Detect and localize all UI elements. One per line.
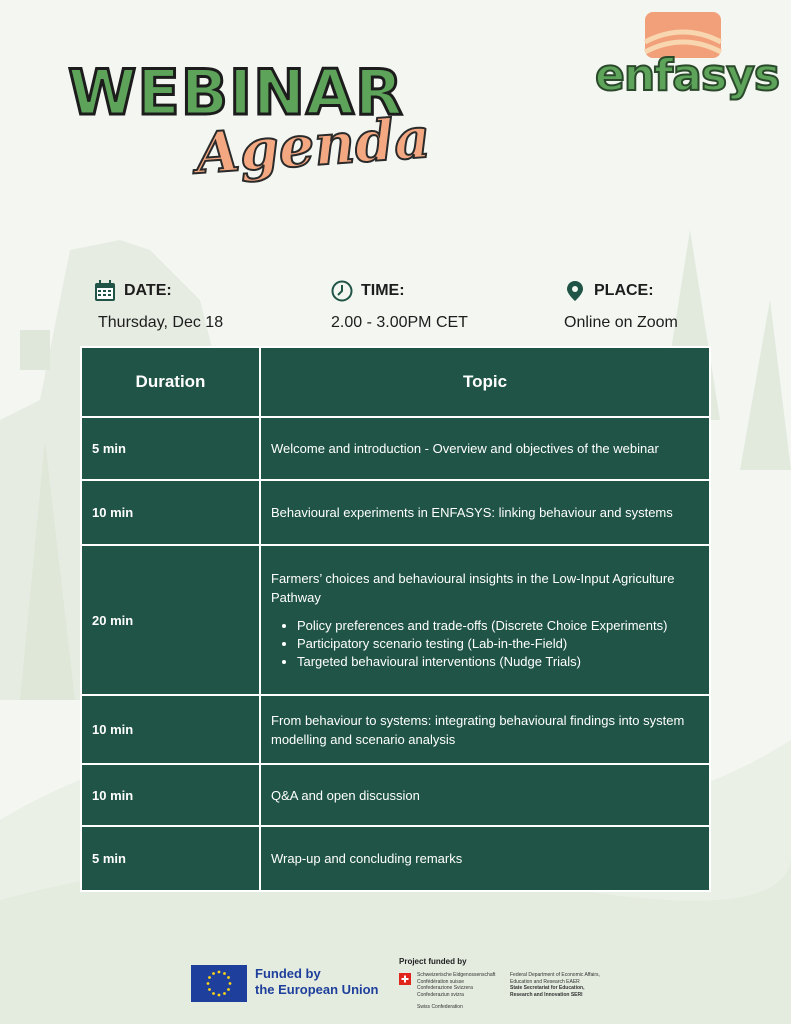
clock-icon	[331, 280, 353, 302]
row-topic: Farmers’ choices and behavioural insights in the Low-Input Agriculture Pathway	[271, 571, 675, 605]
table-header-row	[81, 347, 710, 417]
eu-flag-icon	[191, 965, 247, 1002]
row-duration: 20 min	[81, 545, 260, 695]
project-funded-label: Project funded by	[399, 957, 467, 966]
federal-department-text	[510, 972, 600, 998]
table-row	[81, 480, 710, 545]
row-duration: 10 min	[81, 480, 260, 545]
place-info	[564, 280, 678, 332]
fed-line: Research and Innovation SERI	[510, 991, 583, 998]
topic-header: Topic	[260, 347, 710, 417]
row-topic: Behavioural experiments in ENFASYS: linking behaviour and systems	[260, 480, 710, 545]
swiss-line: Confederaziun svizra	[417, 991, 464, 998]
place-value: Online on Zoom	[564, 314, 678, 331]
table-row	[81, 826, 710, 891]
row-topic: Wrap-up and concluding remarks	[260, 826, 710, 891]
swiss-line: Confédération suisse	[417, 978, 464, 985]
row-topic: Q&A and open discussion	[260, 764, 710, 826]
place-label: PLACE:	[594, 282, 654, 299]
row-duration: 10 min	[81, 764, 260, 826]
eu-line-1: Funded by	[255, 966, 321, 981]
table-row	[81, 764, 710, 826]
time-label: TIME:	[361, 282, 405, 299]
location-pin-icon	[564, 280, 586, 302]
swiss-confederation-label: Swiss Confederation	[417, 1004, 463, 1010]
eu-line-2: the European Union	[255, 982, 379, 997]
row-duration: 5 min	[81, 826, 260, 891]
duration-header: Duration	[81, 347, 260, 417]
list-item: • Participatory scenario testing (Lab-in-the-Field)	[297, 635, 699, 653]
fed-line: Education and Research EAER	[510, 978, 580, 985]
row-duration: 5 min	[81, 417, 260, 480]
agenda-table	[80, 346, 711, 892]
swiss-confederation-text	[417, 972, 495, 998]
row-duration: 10 min	[81, 695, 260, 764]
agenda-subtitle: Agenda	[193, 104, 433, 188]
calendar-icon	[94, 280, 116, 302]
swiss-line: Schweizerische Eidgenossenschaft	[417, 972, 496, 978]
table-row	[81, 695, 710, 764]
list-item: • Policy preferences and trade-offs (Discrete Choice Experiments)	[297, 617, 699, 635]
time-info	[331, 280, 468, 332]
enfasys-logo	[595, 12, 780, 102]
row-topic: From behaviour to systems: integrating behavioural findings into system modelling and scenario analysis	[260, 695, 710, 764]
webinar-title: WEBINAR	[68, 56, 404, 129]
table-row	[81, 417, 710, 480]
logo-text: enfasys	[595, 50, 780, 101]
fed-line: State Secretariat for Education,	[510, 985, 585, 991]
date-label: DATE:	[124, 282, 172, 299]
row-topic: Welcome and introduction - Overview and objectives of the webinar	[260, 417, 710, 480]
time-value: 2.00 - 3.00PM CET	[331, 314, 468, 331]
swiss-line: Confederazione Svizzera	[417, 985, 473, 991]
list-item: • Targeted behavioural interventions (Nudge Trials)	[297, 653, 699, 671]
swiss-cross-icon	[399, 973, 411, 985]
fed-line: Federal Department of Economic Affairs,	[510, 972, 600, 978]
date-info	[94, 280, 223, 332]
eu-funding-text	[255, 966, 379, 998]
date-value: Thursday, Dec 18	[98, 314, 224, 331]
topic-bullet-list	[271, 617, 699, 671]
row-topic-cell	[260, 545, 710, 695]
table-row	[81, 545, 710, 695]
